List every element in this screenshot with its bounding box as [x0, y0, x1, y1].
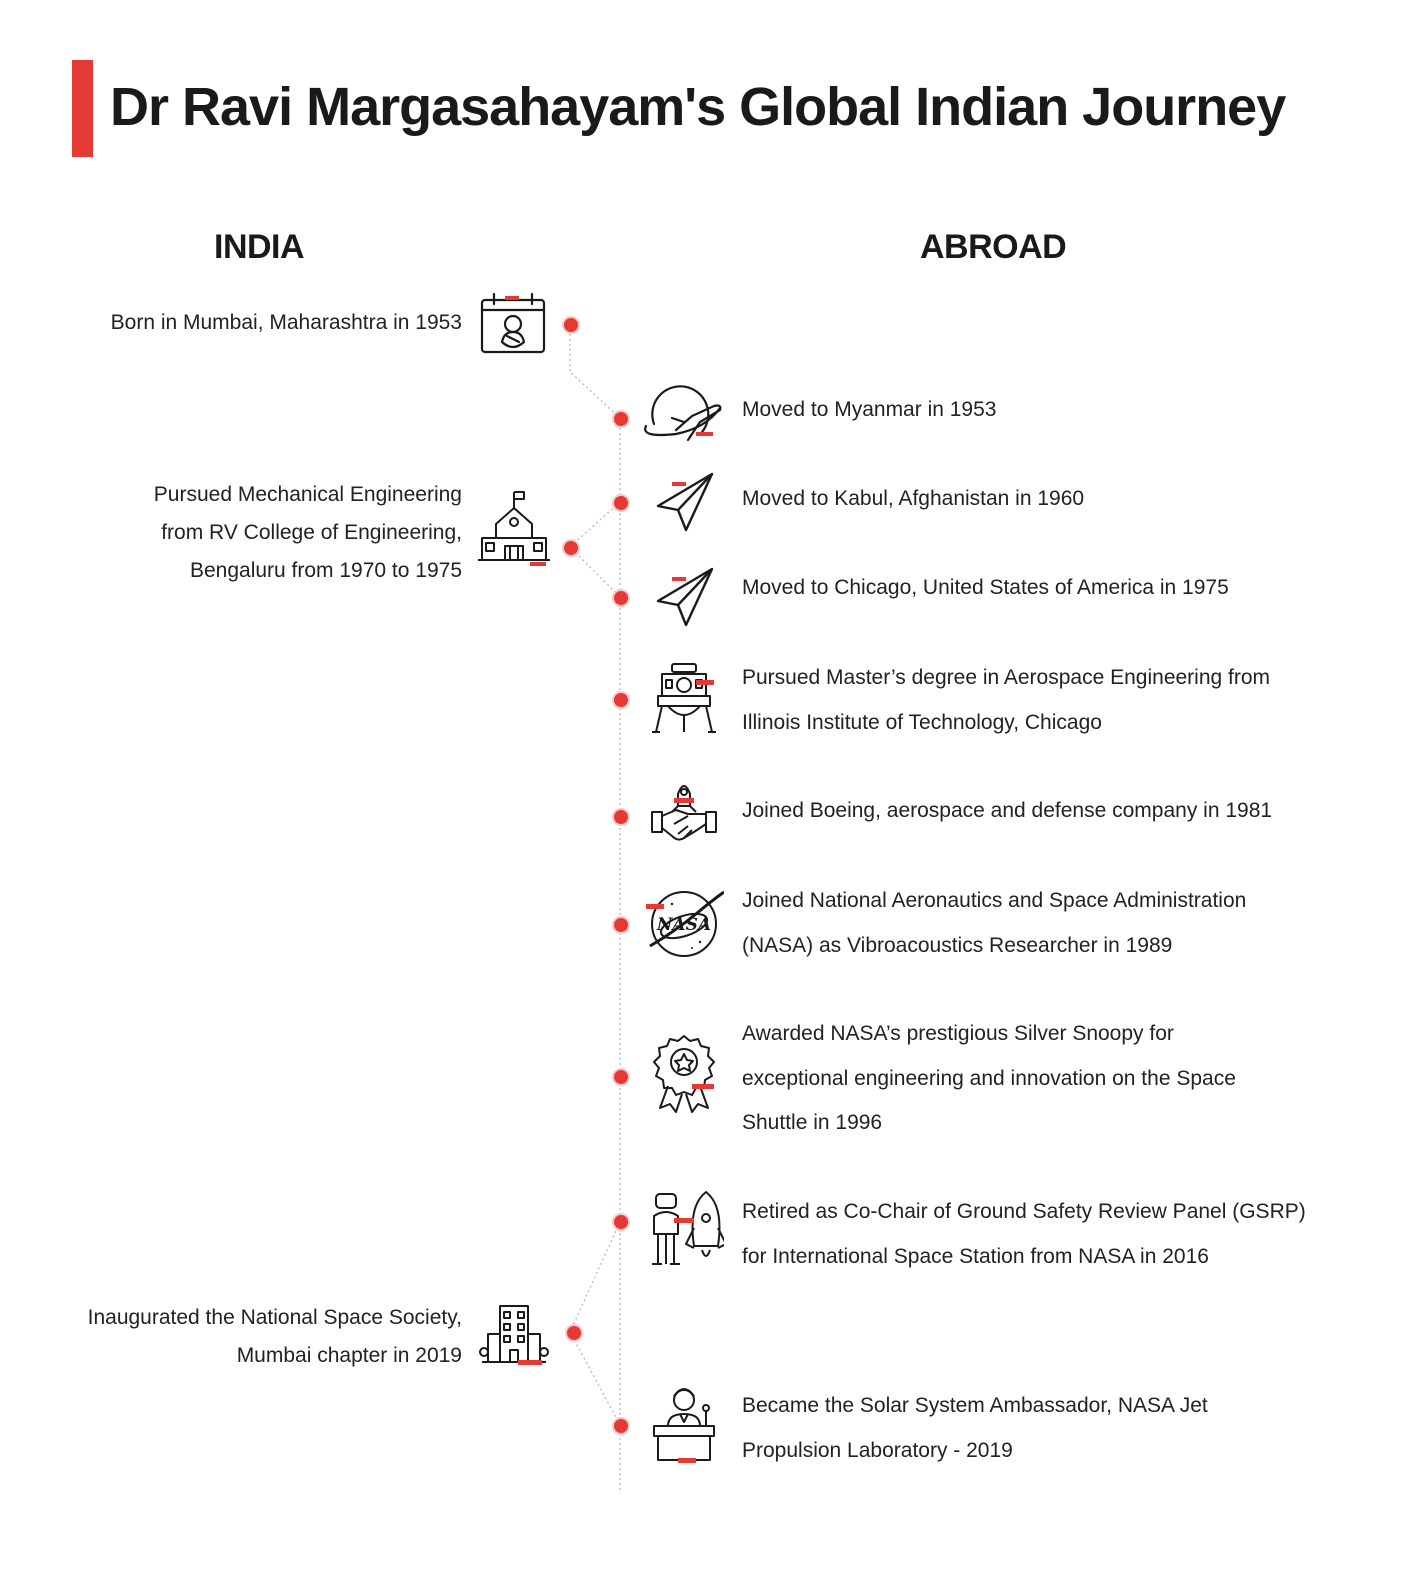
timeline-dot-india-2 [562, 539, 580, 557]
abroad-event-3-line-1: Moved to Chicago, United States of America in 1975 [742, 576, 1229, 599]
abroad-event-7 [742, 1012, 1382, 1146]
award-badge-icon [644, 1034, 724, 1114]
abroad-event-9-line-1: Became the Solar System Ambassador, NASA Jet [742, 1394, 1208, 1417]
abroad-event-2 [742, 477, 1382, 522]
india-event-2-line-1: Pursued Mechanical Engineering [153, 483, 462, 506]
page-title: Dr Ravi Margasahayam's Global Indian Journey [110, 77, 1286, 137]
abroad-event-6 [742, 879, 1382, 968]
india-event-3-line-1: Inaugurated the National Space Society, [87, 1306, 462, 1329]
abroad-event-9 [742, 1384, 1382, 1473]
abroad-event-8 [742, 1190, 1382, 1279]
abroad-event-6-line-1: Joined National Aeronautics and Space Administration [742, 889, 1247, 912]
nasa-logo-icon [644, 884, 724, 964]
timeline-dot-abroad-9 [612, 1417, 630, 1435]
timeline-dot-abroad-1 [612, 410, 630, 428]
india-column-heading: INDIA [214, 228, 305, 266]
timeline-dot-india-1 [562, 316, 580, 334]
timeline-dot-abroad-8 [612, 1213, 630, 1231]
abroad-column-heading: ABROAD [920, 228, 1067, 266]
office-building-icon [474, 1302, 554, 1382]
timeline-dot-abroad-7 [612, 1068, 630, 1086]
speaker-podium-icon [644, 1384, 724, 1464]
india-event-1-line-1: Born in Mumbai, Maharashtra in 1953 [110, 311, 462, 334]
india-event-2-line-2: from RV College of Engineering, [161, 521, 462, 544]
college-building-icon [474, 488, 554, 568]
globe-airplane-icon [642, 374, 722, 454]
india-event-2-line-3: Bengaluru from 1970 to 1975 [189, 559, 462, 582]
abroad-event-6-line-2: (NASA) as Vibroacoustics Researcher in 1989 [742, 933, 1173, 957]
timeline-dot-abroad-5 [612, 808, 630, 826]
paper-plane-icon [642, 557, 722, 637]
nasa-logo-text: NASA [656, 915, 712, 935]
abroad-event-7-line-3: Shuttle in 1996 [742, 1111, 883, 1134]
abroad-event-5-line-1: Joined Boeing, aerospace and defense company in 1981 [742, 799, 1273, 822]
abroad-event-2-line-1: Moved to Kabul, Afghanistan in 1960 [742, 487, 1085, 510]
handshake-rocket-icon [644, 776, 724, 856]
timeline-dot-india-3 [565, 1324, 583, 1342]
india-event-3-line-2: Mumbai chapter in 2019 [236, 1344, 462, 1367]
abroad-event-8-line-2: for International Space Station from NASA in 2016 [742, 1244, 1209, 1268]
abroad-event-3 [742, 566, 1382, 611]
india-event-3 [88, 1299, 462, 1375]
timeline-dot-abroad-3 [612, 589, 630, 607]
abroad-event-4-line-1: Pursued Master’s degree in Aerospace Engineering from [742, 666, 1271, 689]
abroad-event-7-line-1: Awarded NASA’s prestigious Silver Snoopy for [742, 1022, 1174, 1045]
astronaut-rocket-icon [644, 1188, 724, 1268]
abroad-event-4 [742, 656, 1382, 745]
abroad-event-8-line-1: Retired as Co-Chair of Ground Safety Review Panel (GSRP) [742, 1200, 1306, 1223]
india-event-1 [111, 304, 462, 342]
timeline-dot-abroad-2 [612, 494, 630, 512]
abroad-event-1 [742, 388, 1382, 433]
abroad-event-7-line-2: exceptional engineering and innovation on the Space [742, 1066, 1236, 1090]
connector-born [570, 324, 620, 418]
abroad-event-9-line-2: Propulsion Laboratory - 2019 [742, 1438, 1013, 1462]
abroad-event-4-line-2: Illinois Institute of Technology, Chicago [742, 710, 1102, 734]
abroad-event-5 [742, 789, 1382, 834]
lunar-lander-icon [644, 660, 724, 740]
timeline-dot-abroad-6 [612, 916, 630, 934]
abroad-event-1-line-1: Moved to Myanmar in 1953 [742, 398, 997, 421]
timeline-dot-abroad-4 [612, 691, 630, 709]
calendar-baby-icon [474, 286, 554, 366]
paper-plane-icon [642, 462, 722, 542]
india-event-2 [154, 476, 462, 590]
connector-nss [570, 1222, 620, 1425]
